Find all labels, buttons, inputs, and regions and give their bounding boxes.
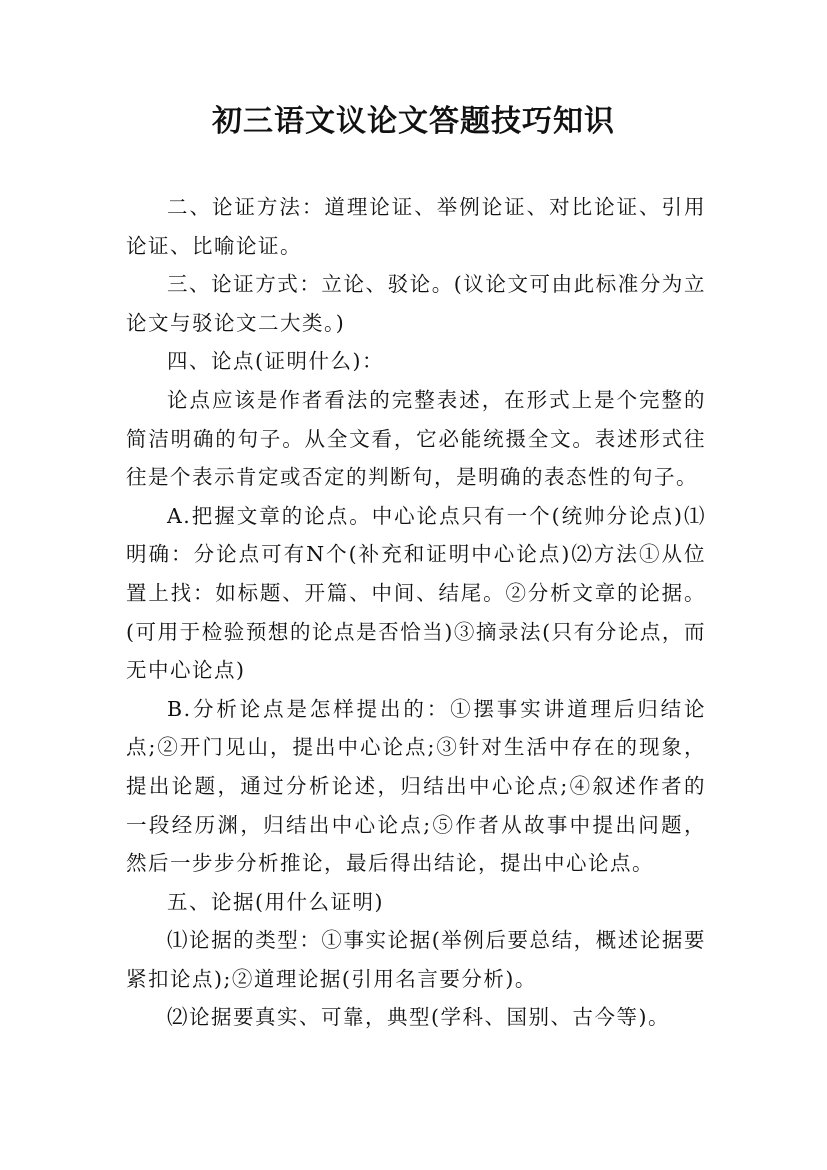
paragraph-analyze-thesis: B.分析论点是怎样提出的：①摆事实讲道理后归结论点;②开门见山，提出中心论点;③针对生活中存在的现象，提出论题，通过分析论述，归结出中心论点;④叙述作者的一段经历渊，归结出中心论点;⑤作者从故事中提出问题，然后一步步分析推论，最后得出结论，提出中心论点。 — [126, 696, 706, 876]
paragraph-argument-modes: 三、论证方式：立论、驳论。(议论文可由此标准分为立论文与驳论文二大类。) — [126, 272, 706, 335]
paragraph-thesis-heading: 四、论点(证明什么)： — [167, 349, 384, 374]
paragraph-evidence-requirements: ⑵论据要真实、可靠，典型(学科、国别、古今等)。 — [167, 1005, 670, 1030]
page-title: 初三语文议论文答题技巧知识 — [212, 104, 615, 139]
document-body — [126, 188, 706, 1037]
paragraph-grasp-thesis: A.把握文章的论点。中心论点只有一个(统帅分论点)⑴明确：分论点可有N个(补充和证明中心论点)⑵方法①从位置上找：如标题、开篇、中间、结尾。②分析文章的论据。(可用于检验预想的论点是否恰当)③摘录法(只有分论点，而无中心论点) — [126, 503, 706, 683]
paragraph-evidence-types: ⑴论据的类型：①事实论据(举例后要总结，概述论据要紧扣论点);②道理论据(引用名言要分析)。 — [126, 928, 706, 991]
paragraph-argument-methods: 二、论证方法：道理论证、举例论证、对比论证、引用论证、比喻论证。 — [126, 195, 706, 258]
paragraph-thesis-definition: 论点应该是作者看法的完整表述，在形式上是个完整的简洁明确的句子。从全文看，它必能统摄全文。表述形式往往是个表示肯定或否定的判断句，是明确的表态性的句子。 — [126, 387, 706, 490]
paragraph-evidence-heading: 五、论据(用什么证明) — [167, 889, 384, 914]
